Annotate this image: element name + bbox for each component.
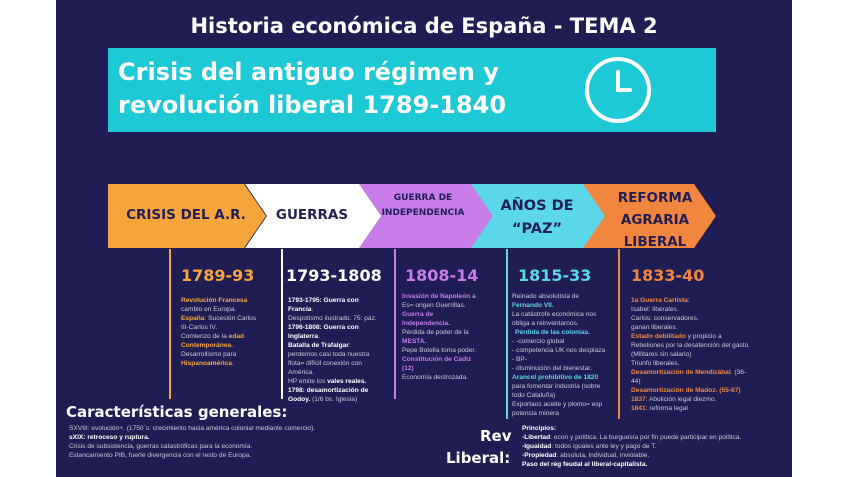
c4-d9: - disminución del bienestar.	[512, 365, 592, 372]
c2-a2: Francia	[288, 306, 312, 313]
c2-a7: perdemos casi toda nuestra	[288, 351, 370, 358]
c3-b1: Invasión de Napoleón	[402, 293, 471, 300]
c3-b2: Es= origen Guerrillas.	[402, 302, 466, 309]
c4-d4: obliga a reinventarnos.	[512, 320, 579, 327]
c1-cont: Contemporánea	[181, 342, 232, 349]
c1-hisp: Hispanoamérica	[181, 360, 232, 367]
c2-a12: Godoy.	[288, 396, 311, 403]
c2-a6r: :	[348, 342, 351, 349]
period-4: 1815-33	[518, 266, 592, 285]
c4-d6: - -comercio global	[512, 338, 565, 345]
c3-b8: Constitución de Cádiz	[402, 356, 472, 363]
notes-col-5	[631, 296, 763, 413]
c5-e5r: y propicio a	[685, 333, 722, 340]
c4-d2: Fernando VII.	[512, 302, 554, 309]
c4-d14: potencia minera	[512, 410, 559, 417]
c5-e6: Rebeliones por la desatención del gasto.	[631, 342, 751, 349]
c5-e8: Triunfo liberales.	[631, 360, 680, 367]
principle-2-text: : todos iguales ante ley y pago de T.	[551, 443, 657, 450]
c2-a3: Despotismo ilustrado. 75: paz.	[288, 315, 377, 322]
c1-rf: Revolución Francesa	[181, 297, 248, 304]
notes-col-3	[402, 292, 502, 382]
general-g3: Crisis de subsistencia, guerras catastróficas para la economía.	[69, 443, 253, 450]
c2-a1: 1793-1795: Guerra con	[288, 297, 359, 304]
general-g2: sXIX: retroceso y ruptura.	[69, 434, 150, 441]
stage-label-2: GUERRAS	[275, 207, 349, 223]
notes-col-4	[512, 292, 616, 418]
c2-a9: América.	[288, 369, 315, 376]
c5-e9: Desamortización de Mendizábal	[631, 369, 731, 376]
principles	[522, 424, 782, 469]
c5-e1r: :	[687, 297, 690, 304]
c3-b4: Independencia.	[402, 320, 450, 327]
c4-d5: Pérdida de las colonias.	[515, 329, 591, 336]
c2-a11b: : desamortización de	[302, 387, 369, 394]
c1-l2: cambio en Europa.	[181, 306, 237, 313]
stage-label-1: CRISIS DEL A.R.	[126, 207, 246, 223]
general-notes	[69, 424, 369, 460]
c5-e4: ganan liberales.	[631, 324, 678, 331]
timeline-line-5	[618, 249, 620, 419]
stage-label-5: REFORMA AGRARIA LIBERAL	[617, 190, 693, 250]
c1-esp: España	[181, 315, 205, 322]
principle-3-text: : absoluta, individual, inviolable.	[556, 452, 650, 459]
timeline-line-4	[506, 249, 508, 419]
c4-d13: Exportaos aceite y plomo= esp	[512, 401, 603, 408]
principle-4: Paso del rég feudal al liberal-capitalista.	[522, 461, 648, 468]
timeline-line-1	[169, 249, 171, 399]
rev-label-1: Rev	[480, 427, 512, 445]
period-5: 1833-40	[631, 266, 705, 285]
c3-b1r: a	[470, 293, 476, 300]
c2-a10: HP emite los	[288, 378, 328, 385]
c2-a5: Inglaterra	[288, 333, 319, 340]
c2-a10b: vales reales.	[327, 378, 367, 385]
banner-title	[118, 56, 506, 122]
c5-e13: 1841	[631, 405, 646, 412]
c3-b7: Pepe Botella toma poder.	[402, 347, 477, 354]
c5-e5: Estado debilitado	[631, 333, 686, 340]
c2-a8: flota= difícil conexión con	[288, 360, 362, 367]
c2-a12r: (1/6 bs. Iglesia)	[310, 396, 358, 403]
c5-e3: Carlos: conservadores.	[631, 315, 699, 322]
c5-e10: 44)	[631, 378, 641, 385]
general-title: Características generales:	[66, 403, 288, 421]
slide	[56, 0, 792, 477]
period-1: 1789-93	[181, 266, 255, 285]
rev-label-2: Liberal:	[446, 449, 511, 467]
c5-e2: Isabel: liberales.	[631, 306, 679, 313]
page-title: Historia económica de España - TEMA 2	[190, 14, 658, 38]
c2-a5r: .	[318, 333, 320, 340]
principle-3-key: -Propiedad	[522, 452, 557, 459]
c3-b9: (12)	[402, 365, 414, 372]
notes-col-2	[288, 296, 396, 404]
c4-d8: - BP-	[512, 356, 528, 363]
c5-e12r: : Abolición legal diezmo.	[645, 396, 717, 403]
c1-hisp-rest: .	[231, 360, 234, 367]
banner	[108, 48, 716, 132]
period-3: 1808-14	[405, 266, 479, 285]
principle-1-key: -Libertad	[522, 434, 551, 441]
c5-e7: (Militares sin salario)	[631, 351, 692, 358]
c1-esp-rest: : Sucesión Carlos	[204, 315, 257, 322]
c5-e13r: : reforma legal	[645, 405, 688, 412]
c5-e9r: . (36-	[730, 369, 747, 376]
c3-b5: Pérdida de poder de la	[402, 329, 469, 336]
c3-b10: Economía destrozada.	[402, 374, 468, 381]
c3-b3: Guerra de	[402, 311, 434, 318]
clock-icon	[580, 52, 656, 128]
c3-b6: MESTA.	[402, 338, 427, 345]
c2-a6: Batalla de Trafalgar	[288, 342, 349, 349]
c1-l7: Desarrollismo para	[181, 351, 237, 358]
c4-d3: La catástrofe económica nos	[512, 311, 597, 318]
c4-d11: para fomentar industria (sobre	[512, 383, 601, 390]
c1-edad: edad	[228, 333, 245, 340]
principles-title: Principios:	[522, 425, 557, 432]
c1-l5: Comienzo de la	[181, 333, 229, 340]
c4-d12: todo Cataluña)	[512, 392, 556, 399]
c2-a11: 1798	[288, 387, 303, 394]
banner-line-2: revolución liberal 1789-1840	[118, 91, 507, 119]
c1-cont-rest: .	[231, 342, 234, 349]
c5-e12: 1837	[631, 396, 646, 403]
c4-d1: Reinado absolutista de	[512, 293, 580, 300]
general-g1: SXVIII: evolución+. (1750´s: crecimiento hacia américa colonial mediante comercio).	[69, 425, 316, 432]
stage-label-4: AÑOS DE “PAZ”	[500, 198, 574, 237]
c4-d7: - competencia UK nos desplaza	[512, 347, 606, 354]
notes-col-1	[181, 296, 285, 368]
banner-line-1: Crisis del antiguo régimen y	[118, 58, 499, 86]
principle-2-key: -Igualdad	[522, 443, 552, 450]
c1-l4: III-Carlos IV.	[181, 324, 218, 331]
general-g4: Estancamiento PIB, fuerte divergencia con el resto de Europa.	[69, 452, 252, 459]
c4-d10: Arancel prohibitivo de 1820	[512, 374, 599, 381]
c5-e11: Desamortización de Madoz. (55-67)	[631, 387, 741, 394]
c5-e1: 1a Guerra Carlista	[631, 297, 688, 304]
principle-1-text: : econ y política. La burguesía por fin puede participar en política.	[550, 434, 742, 441]
c2-a4: 1796-1808: Guerra con	[288, 324, 359, 331]
c2-a2r: .	[311, 306, 314, 313]
stage-label-3: GUERRA DE INDEPENDENCIA	[381, 193, 465, 218]
period-2: 1793-1808	[286, 266, 382, 285]
